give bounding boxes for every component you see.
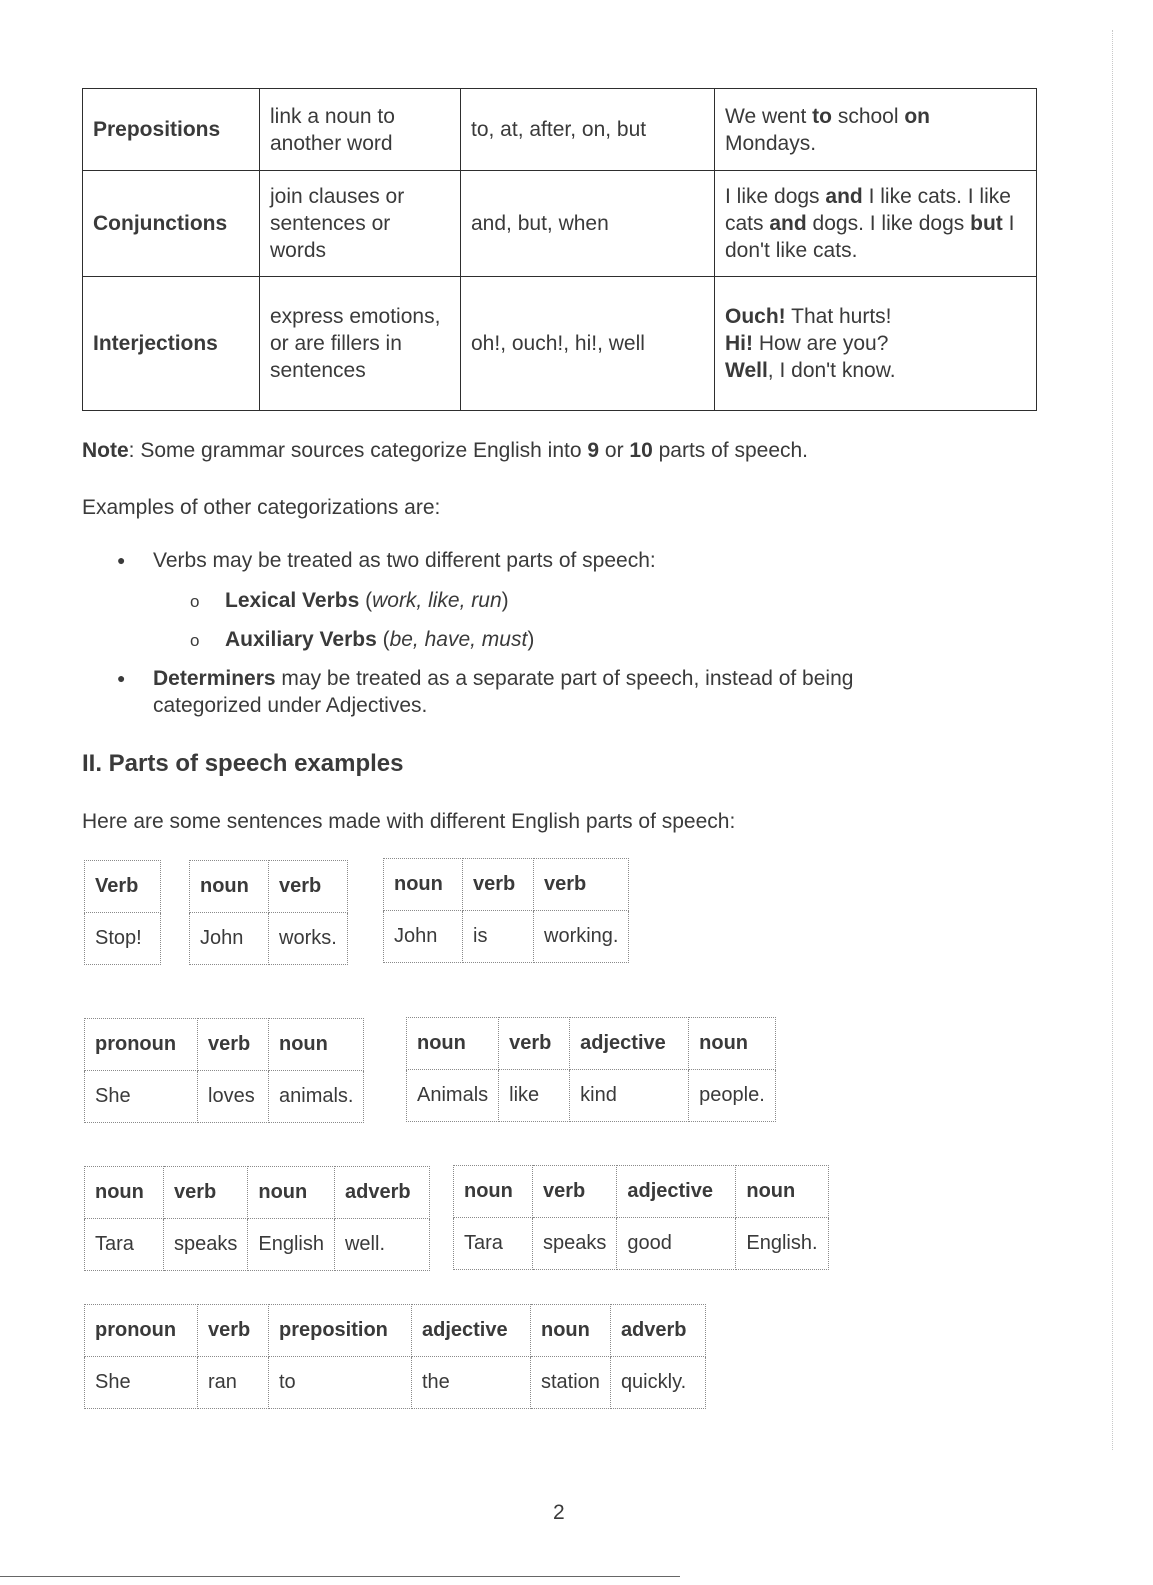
word-cell: works. xyxy=(269,913,348,965)
table-row xyxy=(454,1166,829,1218)
bullet-rest: may be treated as a separate part of speech, instead of being xyxy=(275,667,854,690)
example-text: I like cats. I like cats xyxy=(725,185,1011,235)
word-cell: Animals xyxy=(407,1070,499,1122)
word-cell: working. xyxy=(534,911,629,963)
table-row xyxy=(85,913,161,965)
page-number: 2 xyxy=(553,1501,565,1524)
word-cell: the xyxy=(412,1357,531,1409)
word-cell: well. xyxy=(334,1219,429,1271)
word-cell: people. xyxy=(689,1070,776,1122)
word-cell: station xyxy=(531,1357,611,1409)
table-row xyxy=(83,171,1037,277)
note-text: : Some grammar sources categorize English into xyxy=(128,439,588,462)
word-cell: good xyxy=(617,1218,736,1270)
example-table xyxy=(84,1304,706,1409)
paren: ) xyxy=(527,628,535,651)
pos-label-cell: verb xyxy=(164,1167,248,1219)
pos-label-cell: verb xyxy=(269,861,348,913)
pos-label-cell: adjective xyxy=(570,1018,689,1070)
example-keyword: and xyxy=(825,185,863,208)
example-text: , I don't know. xyxy=(767,359,896,382)
example-table xyxy=(383,858,629,963)
pos-label-cell: noun xyxy=(689,1018,776,1070)
scan-edge-right xyxy=(1112,30,1114,1450)
pos-label-cell: preposition xyxy=(269,1305,412,1357)
word-cell: to xyxy=(269,1357,412,1409)
example-text: school xyxy=(831,104,905,128)
bullet-icon: ● xyxy=(117,552,126,568)
paren: ) xyxy=(501,589,509,612)
word-cell: She xyxy=(85,1071,198,1123)
sub-bullet-examples: work, like, run xyxy=(372,589,502,612)
word-cell: Stop! xyxy=(85,913,161,965)
note-text: or xyxy=(599,439,630,462)
table-row xyxy=(407,1070,776,1122)
pos-label-cell: noun xyxy=(269,1019,364,1071)
table-row xyxy=(190,913,348,965)
sub-bullet-bold: Auxiliary Verbs xyxy=(225,628,377,651)
example-text: We went xyxy=(725,104,813,128)
pos-label-cell: adjective xyxy=(412,1305,531,1357)
table-row xyxy=(384,911,629,963)
pos-words: and, but, when xyxy=(461,171,715,277)
pos-label-cell: adverb xyxy=(334,1167,429,1219)
paren: ( xyxy=(359,589,373,612)
bullet-text xyxy=(153,665,853,719)
pos-label-cell: noun xyxy=(531,1305,611,1357)
bullet-bold: Determiners xyxy=(153,667,276,690)
table-row xyxy=(190,861,348,913)
paren: ( xyxy=(376,628,390,651)
circle-bullet-icon: o xyxy=(190,631,200,650)
pos-example xyxy=(715,171,1037,277)
example-text: dogs. I like dogs xyxy=(806,212,971,235)
pos-label-cell: noun xyxy=(384,859,463,911)
table-row xyxy=(85,1019,364,1071)
circle-bullet-icon: o xyxy=(190,592,200,611)
word-cell: She xyxy=(85,1357,198,1409)
word-cell: speaks xyxy=(164,1219,248,1271)
example-table xyxy=(84,860,161,965)
pos-name: Interjections xyxy=(83,277,260,411)
table-row xyxy=(85,1357,706,1409)
example-text: I like dogs xyxy=(725,185,826,208)
table-row xyxy=(85,1219,430,1271)
note-label: Note xyxy=(82,439,129,462)
bullet-rest: categorized under Adjectives. xyxy=(153,694,428,717)
note-text: parts of speech. xyxy=(652,439,809,462)
pos-words: oh!, ouch!, hi!, well xyxy=(461,277,715,411)
pos-description: express emotions, or are fillers in sentences xyxy=(260,277,461,411)
example-table xyxy=(84,1018,364,1123)
word-cell: Tara xyxy=(85,1219,164,1271)
table-row xyxy=(83,89,1037,171)
word-cell: ran xyxy=(198,1357,269,1409)
pos-label-cell: verb xyxy=(198,1019,269,1071)
example-keyword: on xyxy=(904,104,931,128)
pos-label-cell: pronoun xyxy=(85,1305,198,1357)
table-row xyxy=(384,859,629,911)
pos-label-cell: noun xyxy=(407,1018,499,1070)
note-number: 10 xyxy=(629,439,653,462)
table-row xyxy=(407,1018,776,1070)
example-table xyxy=(406,1017,776,1122)
pos-label-cell: verb xyxy=(533,1166,617,1218)
pos-label-cell: verb xyxy=(499,1018,570,1070)
word-cell: animals. xyxy=(269,1071,364,1123)
pos-name: Prepositions xyxy=(83,89,260,171)
pos-label-cell: noun xyxy=(190,861,269,913)
pos-label-cell: pronoun xyxy=(85,1019,198,1071)
pos-example xyxy=(715,89,1037,171)
section-title: II. Parts of speech examples xyxy=(82,750,404,777)
note-number: 9 xyxy=(587,439,600,462)
example-keyword: Well xyxy=(725,359,768,382)
table-row xyxy=(83,277,1037,411)
example-keyword: but xyxy=(970,212,1003,235)
example-table xyxy=(189,860,348,965)
scan-edge-bottom xyxy=(0,1576,680,1577)
table-row xyxy=(85,1167,430,1219)
pos-name: Conjunctions xyxy=(83,171,260,277)
word-cell: English xyxy=(248,1219,335,1271)
word-cell: like xyxy=(499,1070,570,1122)
table-row xyxy=(85,1305,706,1357)
word-cell: Tara xyxy=(454,1218,533,1270)
note-paragraph xyxy=(82,437,808,464)
pos-label-cell: verb xyxy=(463,859,534,911)
example-keyword: to xyxy=(812,104,832,128)
bullet-icon: ● xyxy=(117,670,126,686)
pos-words: to, at, after, on, but xyxy=(461,89,715,171)
example-keyword: and xyxy=(769,212,807,235)
word-cell: loves xyxy=(198,1071,269,1123)
pos-label-cell: verb xyxy=(534,859,629,911)
example-text: Mondays. xyxy=(725,131,817,155)
sub-bullet-examples: be, have, must xyxy=(389,628,528,651)
example-text: I don't like cats. xyxy=(725,212,1015,262)
word-cell: kind xyxy=(570,1070,689,1122)
pos-label-cell: verb xyxy=(198,1305,269,1357)
pos-label-cell: noun xyxy=(248,1167,335,1219)
table-row xyxy=(454,1218,829,1270)
examples-intro: Examples of other categorizations are: xyxy=(82,496,441,519)
sub-bullet-bold: Lexical Verbs xyxy=(225,589,360,612)
table-row xyxy=(85,861,161,913)
table-row xyxy=(85,1071,364,1123)
sub-bullet xyxy=(225,626,534,653)
word-cell: speaks xyxy=(533,1218,617,1270)
pos-label-cell: noun xyxy=(454,1166,533,1218)
word-cell: English. xyxy=(736,1218,828,1270)
pos-label-cell: adjective xyxy=(617,1166,736,1218)
pos-label-cell: noun xyxy=(736,1166,828,1218)
pos-label-cell: adverb xyxy=(610,1305,705,1357)
parts-of-speech-table xyxy=(82,88,1037,411)
example-keyword: Ouch! xyxy=(725,305,786,328)
pos-example xyxy=(715,277,1037,411)
sub-bullet xyxy=(225,587,509,614)
pos-description: link a noun to another word xyxy=(260,89,461,171)
example-text: That hurts! xyxy=(785,305,892,328)
word-cell: John xyxy=(190,913,269,965)
pos-label-cell: noun xyxy=(85,1167,164,1219)
example-text: How are you? xyxy=(753,332,889,355)
bullet-text: Verbs may be treated as two different parts of speech: xyxy=(153,549,656,572)
word-cell: John xyxy=(384,911,463,963)
word-cell: quickly. xyxy=(610,1357,705,1409)
pos-description: join clauses or sentences or words xyxy=(260,171,461,277)
example-table xyxy=(84,1166,430,1271)
word-cell: is xyxy=(463,911,534,963)
example-table xyxy=(453,1165,829,1270)
pos-label-cell: Verb xyxy=(85,861,161,913)
example-keyword: Hi! xyxy=(725,332,753,355)
section-intro: Here are some sentences made with different English parts of speech: xyxy=(82,810,736,833)
